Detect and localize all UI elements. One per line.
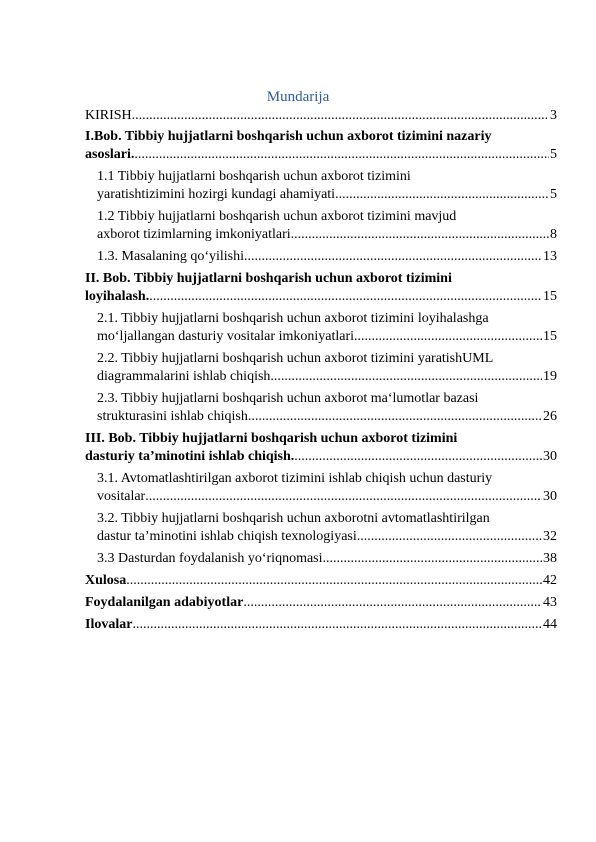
toc-entry-text: Xulosa xyxy=(85,573,127,588)
toc-entry-1-1[interactable] xyxy=(85,168,557,204)
toc-entry-line xyxy=(85,572,557,590)
toc-entry-line xyxy=(97,248,557,266)
toc-entry-text: 3.1. Avtomatlashtirilgan axborot tizimini ishlab chiqish uchun dasturiy xyxy=(97,471,493,486)
dot-leader xyxy=(291,226,549,244)
toc-entry-line xyxy=(85,288,557,306)
toc-entry-text-cont: dastur ta’minotini ishlab chiqish texnologiyasi xyxy=(97,529,357,544)
toc-entry-line xyxy=(97,528,557,546)
toc-entry-line xyxy=(97,488,557,506)
toc-entry-3-1[interactable] xyxy=(85,470,557,506)
toc-entry-line xyxy=(97,226,557,244)
page-number: 19 xyxy=(543,369,557,384)
page-number: 8 xyxy=(550,227,557,242)
toc-entry-text: Ilovalar xyxy=(85,617,133,632)
toc-entry-2-2[interactable] xyxy=(85,350,557,386)
dot-leader xyxy=(126,572,542,590)
page-number: 5 xyxy=(550,147,557,162)
page-number: 42 xyxy=(543,573,557,588)
toc-entry-1-3[interactable] xyxy=(85,248,557,266)
toc-entry-line xyxy=(85,107,557,125)
toc-entry-text-cont: loyihalash. xyxy=(85,289,150,304)
toc-entry-text-cont: mo‘ljallangan dasturiy vositalar imkoniyatlari xyxy=(97,329,354,344)
page-number: 32 xyxy=(543,529,557,544)
toc-entry-1-2[interactable] xyxy=(85,208,557,244)
dot-leader xyxy=(335,186,549,204)
toc-entry-3-3[interactable] xyxy=(85,550,557,568)
toc-entry-text-cont: vositalar xyxy=(97,489,146,504)
toc-entry-text-cont: yaratishtizimini hozirgi kundagi ahamiyati xyxy=(97,187,336,202)
page-number: 26 xyxy=(543,409,557,424)
toc-entry-xulosa[interactable] xyxy=(85,572,557,590)
dot-leader xyxy=(323,550,542,568)
page-number: 5 xyxy=(550,187,557,202)
toc-entry-line xyxy=(85,594,557,612)
page-number: 15 xyxy=(543,289,557,304)
page-number: 30 xyxy=(543,489,557,504)
toc-entry-text: 1.2 Tibbiy hujjatlarni boshqarish uchun axborot tizimini mavjud xyxy=(97,209,457,224)
toc-entry-chapter-3[interactable] xyxy=(85,430,557,466)
dot-leader xyxy=(294,448,542,466)
toc-entry-text-cont: strukturasini ishlab chiqish xyxy=(97,409,248,424)
toc-entry-text: III. Bob. Tibbiy hujjatlarni boshqarish uchun axborot tizimini xyxy=(85,431,458,446)
dot-leader xyxy=(243,594,542,612)
toc-entry-text-cont: asoslari. xyxy=(85,147,135,162)
dot-leader xyxy=(244,248,542,266)
toc-entry-text-cont: axborot tizimlarning imkoniyatlari xyxy=(97,227,291,242)
toc-entry-ilovalar[interactable] xyxy=(85,616,557,634)
toc-entry-text: 2.2. Tibbiy hujjatlarni boshqarish uchun axborot tizimini yaratishUML xyxy=(97,351,494,366)
page-number: 13 xyxy=(543,249,557,264)
toc-entry-text: 2.3. Tibbiy hujjatlarni boshqarish uchun axborot ma‘lumotlar bazasi xyxy=(97,391,479,406)
toc-entry-chapter-1[interactable] xyxy=(85,128,557,164)
dot-leader xyxy=(149,288,542,306)
toc-entry-3-2[interactable] xyxy=(85,510,557,546)
toc-entry-adabiyotlar[interactable] xyxy=(85,594,557,612)
toc-entry-text: 1.3. Masalaning qo‘yilishi xyxy=(97,249,244,264)
toc-entry-line xyxy=(97,368,557,386)
toc-entry-text: 3.2. Tibbiy hujjatlarni boshqarish uchun axborotni avtomatlashtirilgan xyxy=(97,511,490,526)
toc-entry-line xyxy=(97,550,557,568)
toc-entry-line xyxy=(85,616,557,634)
toc-entry-text: KIRISH xyxy=(85,108,132,123)
dot-leader xyxy=(248,408,542,426)
toc-entry-text: I.Bob. Tibbiy hujjatlarni boshqarish uchun axborot tizimini nazariy xyxy=(85,129,492,144)
page-number: 15 xyxy=(543,329,557,344)
toc-entry-text: II. Bob. Tibbiy hujjatlarni boshqarish uchun axborot tizimini xyxy=(85,271,452,286)
toc-entry-line xyxy=(85,146,557,164)
page-number: 3 xyxy=(550,108,557,123)
toc-entry-2-1[interactable] xyxy=(85,310,557,346)
toc-entry-text: 3.3 Dasturdan foydalanish yo‘riqnomasi xyxy=(97,551,323,566)
toc-entry-line xyxy=(97,408,557,426)
toc-entry-text-cont: diagrammalarini ishlab chiqish xyxy=(97,369,271,384)
dot-leader xyxy=(132,107,549,125)
toc-entry-kirish[interactable] xyxy=(85,107,557,125)
toc-entry-text-cont: dasturiy ta’minotini ishlab chiqish. xyxy=(85,449,295,464)
toc-title: Mundarija xyxy=(266,89,330,105)
toc-entry-line xyxy=(97,328,557,346)
dot-leader xyxy=(134,146,549,164)
toc-entry-text: Foydalanilgan adabiyotlar xyxy=(85,595,244,610)
toc-entry-2-3[interactable] xyxy=(85,390,557,426)
table-of-contents xyxy=(85,107,557,634)
page-number: 30 xyxy=(543,449,557,464)
page-number: 44 xyxy=(543,617,557,632)
toc-entry-text: 2.1. Tibbiy hujjatlarni boshqarish uchun axborot tizimini loyihalashga xyxy=(97,311,489,326)
toc-entry-line xyxy=(85,448,557,466)
toc-entry-line xyxy=(97,186,557,204)
page-number: 43 xyxy=(543,595,557,610)
dot-leader xyxy=(145,488,542,506)
dot-leader xyxy=(132,616,542,634)
dot-leader xyxy=(270,368,542,386)
dot-leader xyxy=(357,528,542,546)
page-number: 38 xyxy=(543,551,557,566)
dot-leader xyxy=(354,328,542,346)
toc-entry-chapter-2[interactable] xyxy=(85,270,557,306)
toc-entry-text: 1.1 Tibbiy hujjatlarni boshqarish uchun axborot tizimini xyxy=(97,169,411,184)
